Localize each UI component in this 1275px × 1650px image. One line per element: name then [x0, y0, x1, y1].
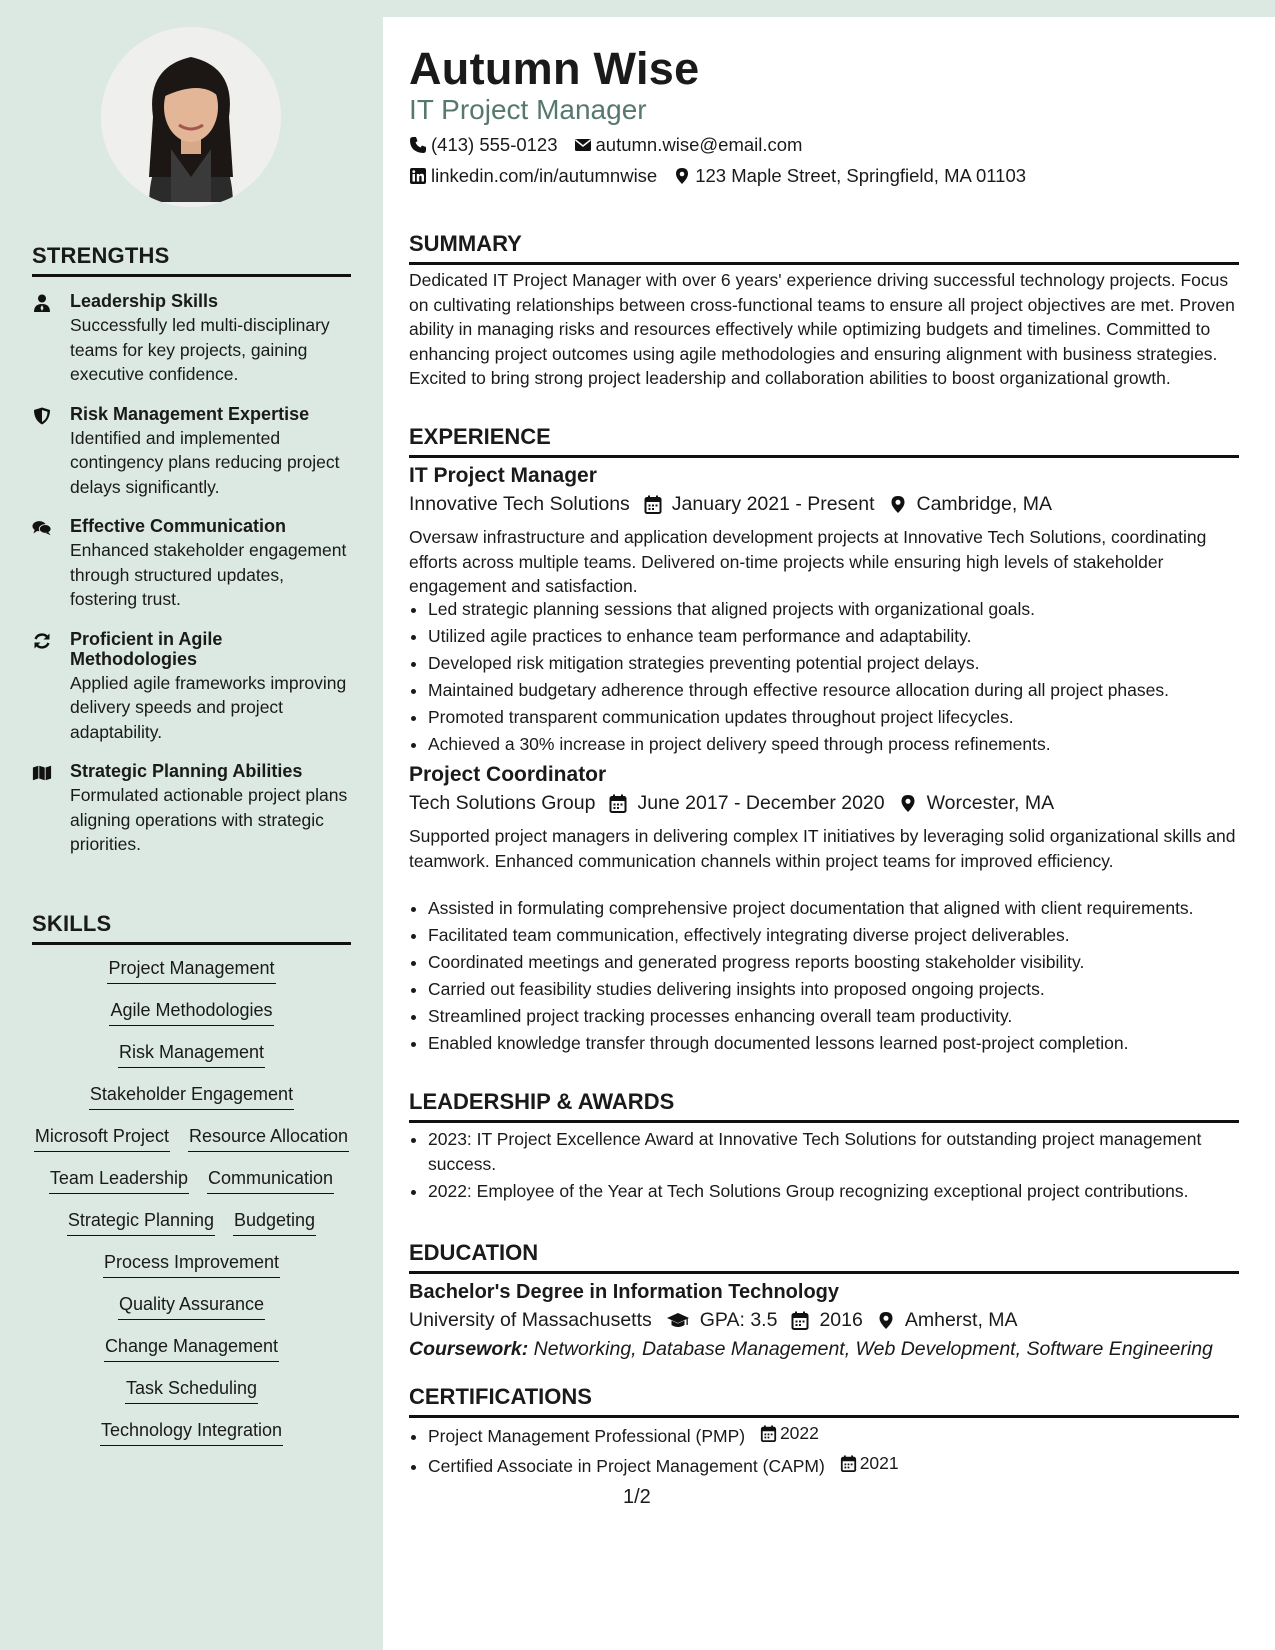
job-bullet: • Utilized agile practices to enhance team performance and adaptability. — [428, 624, 1263, 649]
linkedin-contact[interactable] — [409, 165, 657, 187]
education-gpa — [666, 1309, 778, 1332]
certifications-heading: CERTIFICATIONS — [409, 1384, 1239, 1418]
award-item: • 2022: Employee of the Year at Tech Solutions Group recognizing exceptional project contributions. — [428, 1179, 1263, 1204]
address-contact — [673, 165, 1026, 187]
map-marker-icon — [889, 495, 907, 514]
coursework-line — [409, 1338, 1213, 1361]
strength-item — [32, 629, 351, 745]
job-title: IT Project Manager — [409, 464, 597, 487]
skill-tag: Stakeholder Engagement — [89, 1083, 294, 1110]
candidate-name: Autumn Wise — [409, 43, 700, 94]
skill-tag: Microsoft Project — [34, 1125, 170, 1152]
certification-item — [428, 1421, 1263, 1448]
address-text: 123 Maple Street, Springfield, MA 01103 — [695, 165, 1027, 186]
coursework-label: Coursework: — [409, 1338, 529, 1360]
strength-title: Proficient in Agile Methodologies — [70, 628, 223, 669]
summary-heading: SUMMARY — [409, 231, 1239, 265]
skill-tag: Team Leadership — [49, 1167, 189, 1194]
contact-row-2 — [409, 165, 1042, 187]
skill-tag: Task Scheduling — [125, 1377, 258, 1404]
job-location-text: Worcester, MA — [926, 792, 1055, 814]
main-content — [383, 17, 1275, 1650]
job-bullet: • Streamlined project tracking processes enhancing overall team productivity. — [428, 1004, 1263, 1029]
calendar-icon — [609, 794, 627, 813]
phone-text: (413) 555-0123 — [431, 134, 558, 155]
skill-tag: Process Improvement — [103, 1251, 280, 1278]
user-tie-icon — [32, 291, 70, 387]
awards-heading: LEADERSHIP & AWARDS — [409, 1089, 1239, 1123]
linkedin-text: linkedin.com/in/autumnwise — [431, 165, 658, 186]
strength-item — [32, 516, 351, 612]
skill-tag: Quality Assurance — [118, 1293, 265, 1320]
degree-title: Bachelor's Degree in Information Technology — [409, 1281, 840, 1303]
map-icon — [32, 761, 70, 857]
strength-title: Strategic Planning Abilities — [70, 761, 303, 781]
job-bullet: • Facilitated team communication, effectively integrating diverse project deliverables. — [428, 923, 1263, 948]
strength-item — [32, 761, 351, 857]
gpa-text: GPA: 3.5 — [699, 1309, 778, 1331]
job-bullet: • Maintained budgetary adherence through effective resource allocation during all project phases. — [428, 678, 1263, 703]
job-location — [889, 493, 1052, 516]
strength-title: Risk Management Expertise — [70, 403, 310, 424]
skill-tag: Strategic Planning — [67, 1209, 215, 1236]
coursework-text: Networking, Database Management, Web Development, Software Engineering — [533, 1338, 1213, 1360]
phone-icon — [409, 136, 427, 154]
job-bullets — [409, 896, 1263, 1058]
job-meta — [409, 792, 1068, 815]
calendar-icon — [760, 1425, 777, 1442]
email-contact[interactable] — [574, 134, 803, 156]
email-text: autumn.wise@email.com — [595, 134, 803, 155]
candidate-role: IT Project Manager — [409, 94, 647, 125]
job-location — [899, 792, 1055, 815]
job-bullet: • Carried out feasibility studies delivering insights into proposed ongoing projects. — [428, 977, 1263, 1002]
job-bullet: • Developed risk mitigation strategies preventing potential project delays. — [428, 651, 1263, 676]
certification-year: 2021 — [859, 1452, 899, 1473]
job-dates-text: June 2017 - December 2020 — [637, 792, 885, 814]
map-marker-icon — [899, 794, 917, 813]
certification-name: Project Management Professional (PMP) — [428, 1425, 746, 1446]
certification-date — [840, 1451, 899, 1476]
certifications-list — [409, 1421, 1263, 1481]
job-company: Tech Solutions Group — [409, 792, 596, 814]
job-dates-text: January 2021 - Present — [671, 493, 875, 515]
skill-tag: Agile Methodologies — [109, 999, 273, 1026]
skill-tag: Communication — [207, 1167, 334, 1194]
job-bullet: • Coordinated meetings and generated progress reports boosting stakeholder visibility. — [428, 950, 1263, 975]
certification-name: Certified Associate in Project Management (CAPM) — [428, 1455, 825, 1476]
linkedin-icon — [409, 167, 427, 185]
job-description: Oversaw infrastructure and application development projects at Innovative Tech Solutions, coordinating efforts across multiple teams. Delivered on-time projects while ensuring high levels of stakeholder engagement and satisfaction. — [409, 527, 1207, 596]
sidebar — [0, 0, 383, 1650]
job-dates — [609, 792, 884, 815]
job-title: Project Coordinator — [409, 763, 607, 786]
job-bullet: • Promoted transparent communication updates throughout project lifecycles. — [428, 705, 1263, 730]
comments-icon — [32, 516, 70, 612]
year-text: 2016 — [819, 1309, 863, 1331]
shield-icon — [32, 404, 70, 500]
skills-heading: SKILLS — [32, 911, 351, 945]
job-dates — [644, 493, 875, 516]
strength-description: Identified and implemented contingency plans reducing project delays significantly. — [70, 427, 340, 497]
location-text: Amherst, MA — [904, 1309, 1018, 1331]
strengths-list — [32, 291, 351, 874]
experience-heading: EXPERIENCE — [409, 424, 1239, 458]
page-number: 1/2 — [623, 1486, 651, 1508]
graduation-cap-icon — [666, 1311, 690, 1330]
skill-tag: Change Management — [104, 1335, 279, 1362]
summary-text: Dedicated IT Project Manager with over 6 years' experience driving successful technology projects. Focus on cultivating relationships between cross-functional teams to ensure all project objectives are met. Proven ability in managing risks and resources effectively while optimizing budgets and timelines. Committed to enhancing project outcomes using agile methodologies and ensuring alignment with business strategies. Excited to bring strong project leadership and collaboration abilities to boost organizational growth. — [409, 270, 1235, 388]
envelope-icon — [574, 136, 592, 154]
certification-date — [760, 1421, 819, 1446]
education-year — [791, 1309, 862, 1332]
job-location-text: Cambridge, MA — [916, 493, 1052, 515]
school-name: University of Massachusetts — [409, 1309, 652, 1331]
education-heading: EDUCATION — [409, 1240, 1239, 1274]
strength-item — [32, 404, 351, 500]
education-location — [877, 1309, 1018, 1332]
strength-title: Leadership Skills — [70, 291, 219, 311]
job-description: Supported project managers in delivering complex IT initiatives by leveraging solid organizational skills and teamwork. Enhanced communication channels within project teams for improved efficiency. — [409, 826, 1236, 871]
job-bullet: • Assisted in formulating comprehensive project documentation that aligned with client requirements. — [428, 896, 1263, 921]
calendar-icon — [840, 1455, 857, 1472]
sync-icon — [32, 629, 70, 745]
education-meta — [409, 1309, 1032, 1332]
skill-tag: Technology Integration — [100, 1419, 283, 1446]
skills-list — [32, 957, 351, 1446]
calendar-icon — [791, 1311, 809, 1330]
strengths-heading: STRENGTHS — [32, 243, 351, 277]
phone-contact[interactable] — [409, 134, 558, 156]
strength-title: Effective Communication — [70, 516, 287, 536]
job-bullet: • Led strategic planning sessions that aligned projects with organizational goals. — [428, 597, 1263, 622]
strength-description: Formulated actionable project plans aligning operations with strategic priorities. — [70, 785, 348, 854]
certification-item — [428, 1451, 1263, 1478]
job-meta — [409, 493, 1066, 516]
strength-description: Successfully led multi-disciplinary teams for key projects, gaining executive confidence. — [70, 315, 330, 384]
skill-tag: Budgeting — [233, 1209, 316, 1236]
job-bullets — [409, 597, 1263, 759]
award-item: • 2023: IT Project Excellence Award at Innovative Tech Solutions for outstanding project management success. — [428, 1127, 1263, 1176]
job-company: Innovative Tech Solutions — [409, 493, 630, 515]
map-marker-icon — [673, 167, 691, 185]
strength-description: Applied agile frameworks improving delivery speeds and project adaptability. — [70, 672, 347, 742]
calendar-icon — [644, 495, 662, 514]
skill-tag: Risk Management — [118, 1041, 265, 1068]
job-bullet: • Enabled knowledge transfer through documented lessons learned post-project completion. — [428, 1031, 1263, 1056]
certification-year: 2022 — [779, 1423, 819, 1443]
strength-description: Enhanced stakeholder engagement through structured updates, fostering trust. — [70, 540, 347, 609]
job-bullet: • Achieved a 30% increase in project delivery speed through process refinements. — [428, 732, 1263, 757]
strength-item — [32, 291, 351, 387]
skill-tag: Resource Allocation — [188, 1125, 349, 1152]
map-marker-icon — [877, 1311, 895, 1330]
awards-list — [409, 1127, 1263, 1206]
skill-tag: Project Management — [107, 957, 275, 984]
contact-row-1 — [409, 134, 818, 156]
profile-photo — [101, 27, 281, 207]
